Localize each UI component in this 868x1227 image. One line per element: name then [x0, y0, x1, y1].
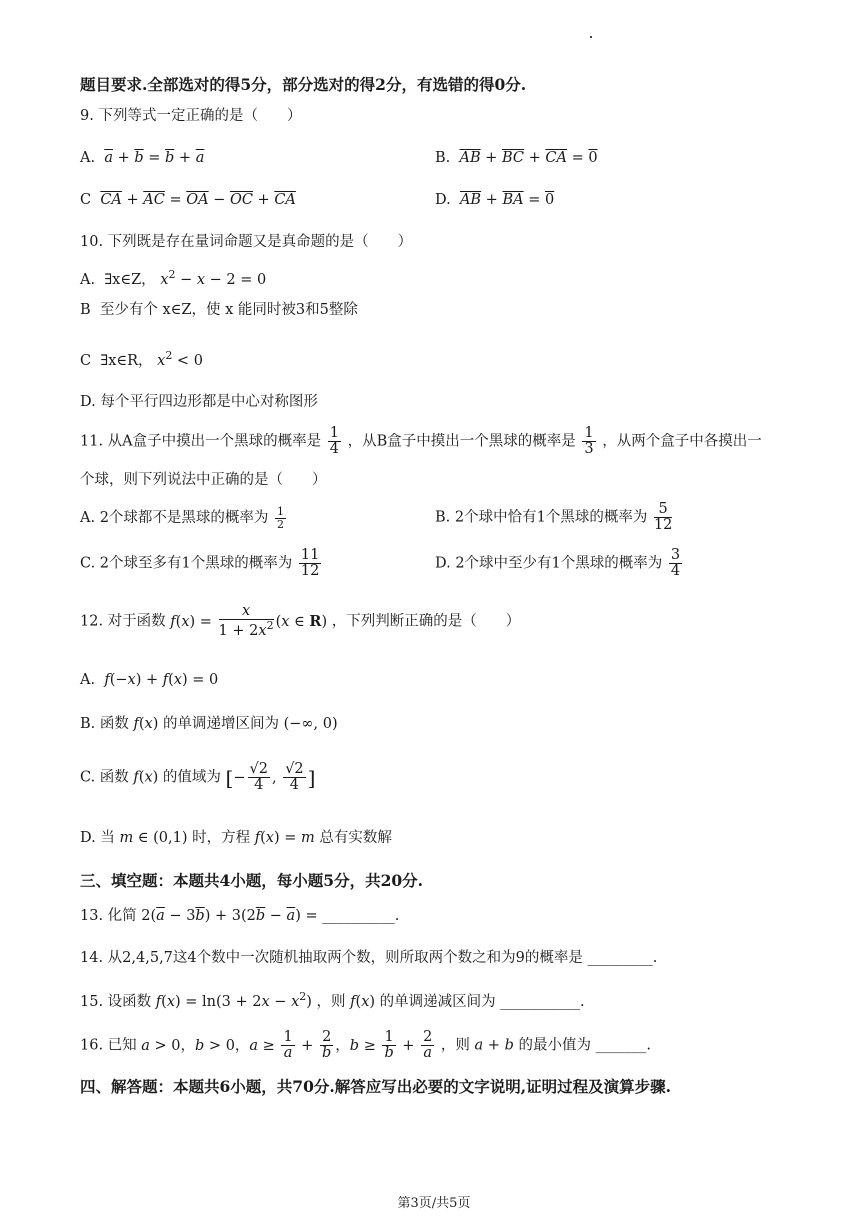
q12-option-d-part2: 时，方程	[192, 830, 251, 846]
q9-option-a[interactable]	[80, 150, 204, 167]
q12-option-d-part3: 总有实数解	[319, 830, 392, 846]
q13-answer-blank[interactable]: __________.	[322, 908, 400, 924]
q9-stem: 9. 下列等式一定正确的是（ ）	[80, 108, 302, 124]
q12-stem-part2: ，下列判断正确的是（ ）	[331, 613, 521, 630]
q11-stem-part2: ，从B盒子中摸出一个黑球的概率是	[347, 433, 576, 450]
q15-part1: 15. 设函数	[80, 993, 152, 1010]
q12-option-d[interactable]	[80, 830, 392, 847]
q10-option-a-formula: $x^2 - x - 2 = 0$	[160, 268, 267, 288]
q12-option-c-range: [− $\frac{√2}{4}$ , $\frac{√2}{4}$ ]	[225, 761, 316, 794]
q9-option-c-formula: $\overline{CA} + \overline{AC} = \overline{OA} - \overline{OC} + \overline{CA}$	[100, 192, 296, 208]
q12-option-b-part1: B. 函数	[80, 716, 129, 732]
q15-func-ref: f(x)	[350, 993, 376, 1010]
q15-answer-blank[interactable]: ___________.	[500, 993, 585, 1010]
q12-option-c-part2: 的值域为	[162, 769, 221, 786]
q11-option-a-fraction: $\frac{1}{2}$	[277, 505, 285, 531]
q10-option-c-quantifier: ∃x∈R，	[100, 352, 153, 369]
q12-option-d-part1: D. 当	[80, 830, 115, 846]
q10-option-c-formula: $x^2 < 0$	[157, 349, 203, 369]
q15-part3: 的单调递减区间为	[379, 993, 496, 1010]
q15-part2: ，则	[316, 993, 346, 1010]
q11-fraction-one-third: $\frac{1}{3}$	[584, 425, 594, 458]
q12-function-def: f(x) = $\frac{x}{1 + 2x^2}$ (x ∈ R)	[170, 603, 328, 640]
q10-option-b[interactable]	[80, 302, 358, 319]
q12-stem-part1: 12. 对于函数	[80, 613, 166, 630]
scan-dot	[590, 36, 592, 38]
q11-stem-part1: 11. 从A盒子中摸出一个黑球的概率是	[80, 433, 322, 450]
q12-option-a-label: A.	[80, 672, 96, 688]
q11-option-d-text: D. 2个球中至少有1个黑球的概率为	[435, 555, 663, 572]
q10-option-a-label: A.	[80, 271, 96, 288]
q15	[80, 990, 585, 1011]
q10-stem: 10. 下列既是存在量词命题又是真命题的是（ ）	[80, 234, 413, 250]
q14-text: 14. 从2,4,5,7这4个数中一次随机抽取两个数，则所取两个数之和为9的概率是	[80, 950, 583, 966]
q9-option-d-label: D.	[435, 192, 451, 208]
q12-stem	[80, 604, 520, 639]
q11-stem-part3: ，从两个盒子中各摸出一	[602, 433, 762, 450]
q11-stem-line1	[80, 426, 762, 457]
section3-heading: 三、填空题：本题共4小题，每小题5分，共20分.	[80, 871, 424, 890]
q16-conditions: a > 0，b > 0，a ≥ $\frac{1}{a}$ + $\frac{2}{b}$ ，b ≥ $\frac{1}{b}$ + $\frac{2}{a}$	[141, 1029, 433, 1062]
q11-option-d-fraction: $\frac{3}{4}$	[670, 547, 681, 580]
q14-answer-blank[interactable]: _________.	[587, 950, 658, 966]
q9-option-d[interactable]	[435, 192, 554, 209]
q11-option-b-text: B. 2个球中恰有1个黑球的概率为	[435, 509, 648, 526]
q16-part1: 16. 已知	[80, 1037, 137, 1054]
q12-option-b-part2: 的单调递增区间为	[163, 716, 279, 732]
q16-answer-blank[interactable]: _______.	[595, 1037, 651, 1054]
page-footer: 第3页/共5页	[397, 1196, 471, 1211]
q12-option-c-part1: C. 函数	[80, 769, 129, 786]
q9-option-d-formula: $\overline{AB} + \overline{BA} = 0$	[459, 192, 555, 208]
q10-option-c[interactable]	[80, 349, 203, 370]
q16-sum: a + b	[474, 1037, 514, 1054]
q11-stem-line2: 个球，则下列说法中正确的是（ ）	[80, 472, 327, 488]
q14	[80, 950, 657, 967]
q10-option-d[interactable]: D. 每个平行四边形都是中心对称图形	[80, 394, 318, 410]
q13-expression: $2(\overline{a} - 3\overline{b}) + 3(2\overline{b} - \overline{a})$ =	[141, 908, 318, 924]
q12-option-b[interactable]	[80, 716, 338, 733]
q13-label: 13. 化简	[80, 908, 137, 924]
q12-option-d-equation: f(x) = m	[254, 830, 315, 846]
q11-option-c[interactable]	[80, 548, 323, 579]
q9-option-b-formula: $\overline{AB} + \overline{BC} + \overline{CA} = 0$	[459, 150, 598, 166]
q12-option-d-condition: m ∈ (0,1)	[119, 830, 188, 846]
q15-function: $f(x) = \ln(3 + 2x - x^2)$	[155, 990, 312, 1010]
q16-part2: ，则	[440, 1037, 470, 1054]
q9-option-a-label: A.	[80, 150, 96, 166]
q11-option-c-fraction: $\frac{11}{12}$	[300, 547, 320, 580]
q9-option-b-label: B.	[435, 150, 451, 166]
q16	[80, 1030, 651, 1061]
q11-option-b[interactable]	[435, 502, 674, 533]
q12-option-c[interactable]	[80, 762, 315, 793]
section2-instructions: 题目要求.全部选对的得5分，部分选对的得2分，有选错的得0分.	[80, 75, 527, 94]
q10-option-a[interactable]	[80, 268, 266, 289]
q12-option-a[interactable]	[80, 672, 218, 689]
q12-option-a-formula: f(−x) + f(x) = 0	[104, 672, 219, 688]
q16-part3: 的最小值为	[518, 1037, 591, 1054]
q12-option-c-func: f(x)	[133, 769, 159, 786]
q11-option-a[interactable]	[80, 506, 288, 530]
section4-heading: 四、解答题：本题共6小题，共70分.解答应写出必要的文字说明,证明过程及演算步骤.	[80, 1077, 672, 1096]
q9-option-c[interactable]	[80, 192, 296, 209]
q10-option-a-quantifier: ∃x∈Z，	[104, 271, 156, 288]
q12-option-b-interval: (−∞, 0)	[283, 716, 338, 732]
q11-option-d[interactable]	[435, 548, 684, 579]
q9-option-a-formula: $\overline{a} + \overline{b} = \overline{b} + \overline{a}$	[104, 150, 205, 166]
q9-option-c-label: C	[80, 192, 92, 208]
q11-fraction-one-quarter: $\frac{1}{4}$	[329, 425, 339, 458]
q10-option-b-label: B	[80, 302, 91, 318]
q10-option-c-label: C	[80, 352, 92, 369]
q13	[80, 908, 399, 925]
q10-option-b-text: 至少有个 x∈Z，使 x 能同时被3和5整除	[99, 302, 358, 318]
q11-option-a-text: A. 2个球都不是黑球的概率为	[80, 510, 269, 527]
q11-option-c-text: C. 2个球至多有1个黑球的概率为	[80, 555, 293, 572]
q12-option-b-func: f(x)	[133, 716, 159, 732]
q11-option-b-fraction: $\frac{5}{12}$	[653, 501, 673, 534]
q9-option-b[interactable]	[435, 150, 598, 167]
